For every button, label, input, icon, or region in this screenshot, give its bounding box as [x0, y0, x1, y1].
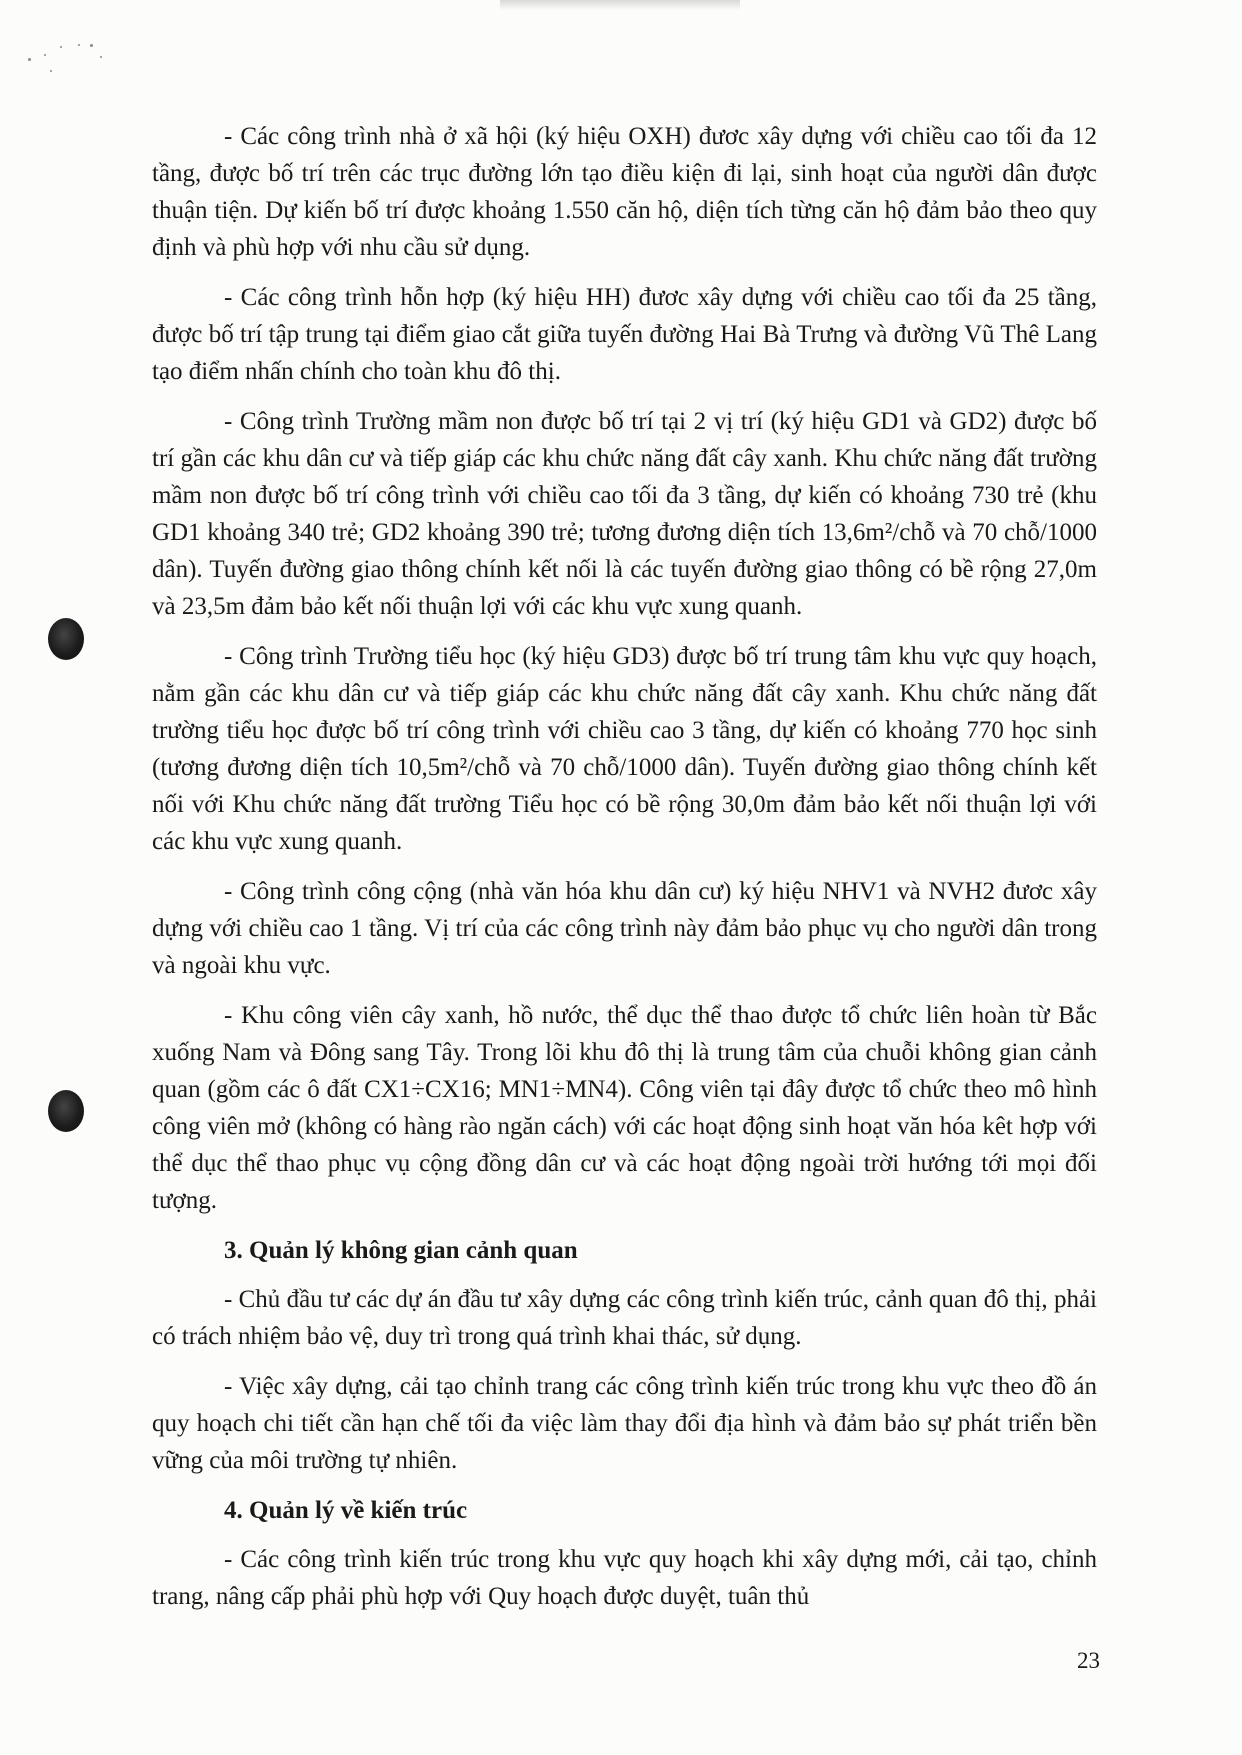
- section-heading-landscape: 3. Quản lý không gian cảnh quan: [224, 1237, 578, 1264]
- document-body: [152, 118, 1097, 1628]
- scan-smudge: [500, 0, 740, 10]
- scan-speck: [28, 58, 31, 61]
- paragraph-architecture-1: - Các công trình kiến trúc trong khu vực quy hoạch khi xây dựng mới, cải tạo, chỉnh trang, nâng cấp phải phù hợp với Quy hoạch được duyệt, tuân thủ: [152, 1546, 1097, 1610]
- scan-speck: [50, 70, 52, 72]
- scan-speck: [100, 56, 102, 58]
- scan-speck: [60, 46, 62, 48]
- paragraph-public-buildings: - Công trình công cộng (nhà văn hóa khu dân cư) ký hiệu NHV1 và NVH2 đươc xây dựng với chiều cao 1 tầng. Vị trí của các công trình này đảm bảo phục vụ cho người dân trong và ngoài khu vực.: [152, 878, 1097, 979]
- paragraph-landscape-1: - Chủ đầu tư các dự án đầu tư xây dựng các công trình kiến trúc, cảnh quan đô thị, phải có trách nhiệm bảo vệ, duy trì trong quá trình khai thác, sử dụng.: [152, 1286, 1097, 1350]
- paragraph-landscape-2: - Việc xây dựng, cải tạo chỉnh trang các công trình kiến trúc trong khu vực theo đồ án quy hoạch chi tiết cần hạn chế tối đa việc làm thay đổi địa hình và đảm bảo sự phát triển bền vững của môi trường tự nhiên.: [152, 1373, 1097, 1474]
- paragraph-primary-school: - Công trình Trường tiểu học (ký hiệu GD3) được bố trí trung tâm khu vực quy hoạch, nằm gần các khu dân cư và tiếp giáp các khu chức năng đất cây xanh. Khu chức năng đất trường tiểu học được bố trí công trình với chiều cao 3 tầng, dự kiến có khoảng 770 học sinh (tương đương diện tích 10,5m²/chỗ và 70 chỗ/1000 dân). Tuyến đường giao thông chính kết nối với Khu chức năng đất trường Tiểu học có bề rộng 30,0m đảm bảo kết nối thuận lợi với các khu vực xung quanh.: [152, 643, 1097, 855]
- paragraph-social-housing: - Các công trình nhà ở xã hội (ký hiệu OXH) đươc xây dựng với chiều cao tối đa 12 tầng, được bố trí trên các trục đường lớn tạo điều kiện đi lại, sinh hoạt của người dân được thuận tiện. Dự kiến bố trí được khoảng 1.550 căn hộ, diện tích từng căn hộ đảm bảo theo quy định và phù hợp với nhu cầu sử dụng.: [152, 123, 1097, 261]
- section-heading-architecture: 4. Quản lý về kiến trúc: [224, 1497, 468, 1524]
- page-number: 23: [1077, 1648, 1100, 1673]
- punch-hole: [48, 1090, 84, 1132]
- scan-speck: [44, 54, 46, 56]
- paragraph-kindergarten: - Công trình Trường mầm non được bố trí tại 2 vị trí (ký hiệu GD1 và GD2) được bố trí gần các khu dân cư và tiếp giáp các khu chức năng đất cây xanh. Khu chức năng đất trường mầm non được bố trí công trình với chiều cao tối đa 3 tầng, dự kiến có khoảng 730 trẻ (khu GD1 khoảng 340 trẻ; GD2 khoảng 390 trẻ; tương đương diện tích 13,6m²/chỗ và 70 chỗ/1000 dân). Tuyến đường giao thông chính kết nối là các tuyến đường giao thông có bề rộng 27,0m và 23,5m đảm bảo kết nối thuận lợi với các khu vực xung quanh.: [152, 408, 1097, 620]
- paragraph-mixed-use: - Các công trình hỗn hợp (ký hiệu HH) đươc xây dựng với chiều cao tối đa 25 tầng, được bố trí tập trung tại điểm giao cắt giữa tuyến đường Hai Bà Trưng và đường Vũ Thê Lang tạo điểm nhấn chính cho toàn khu đô thị.: [152, 284, 1097, 385]
- scan-speck: [90, 44, 93, 47]
- paragraph-parks: - Khu công viên cây xanh, hồ nước, thể dục thể thao được tổ chức liên hoàn từ Bắc xuống Nam và Đông sang Tây. Trong lõi khu đô thị là trung tâm của chuỗi không gian cảnh quan (gồm các ô đất CX1÷CX16; MN1÷MN4). Công viên tại đây được tổ chức theo mô hình công viên mở (không có hàng rào ngăn cách) với các hoạt động sinh hoạt văn hóa kêt hợp với thể dục thể thao phục vụ cộng đồng dân cư và các hoạt động ngoài trời hướng tới mọi đối tượng.: [152, 1002, 1097, 1214]
- scan-speck: [78, 44, 80, 46]
- punch-hole: [48, 618, 84, 660]
